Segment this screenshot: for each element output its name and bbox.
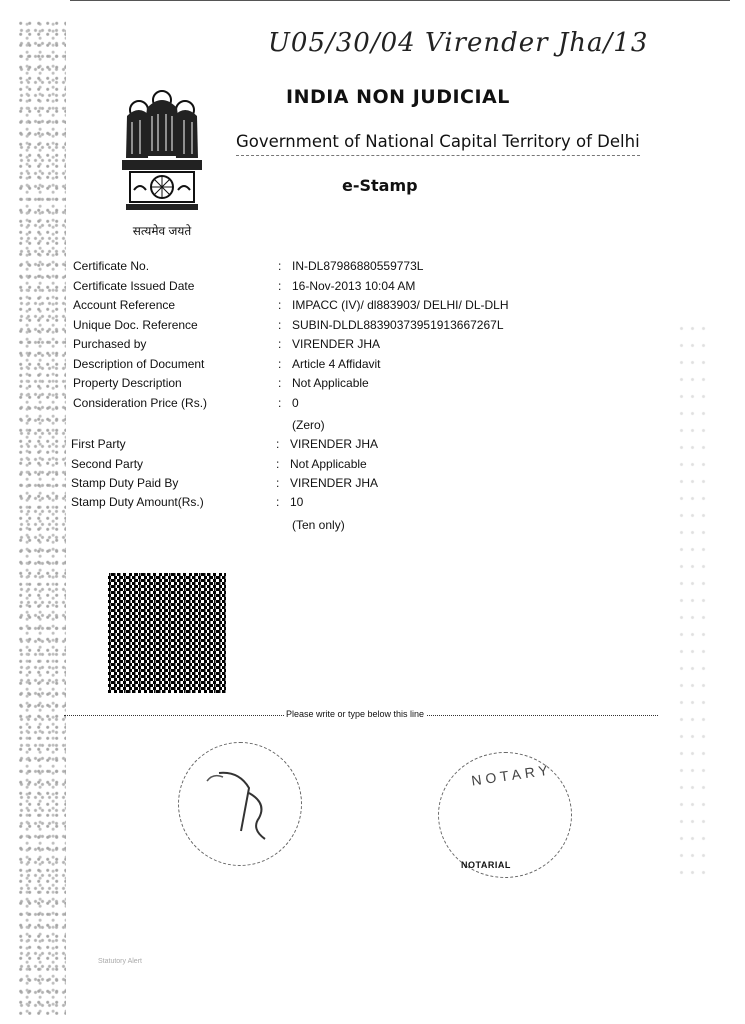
consideration-words: (Zero) bbox=[292, 418, 325, 432]
round-stamp bbox=[178, 742, 302, 866]
field-value: 0 bbox=[292, 396, 299, 410]
party-value: 10 bbox=[290, 495, 304, 509]
field-label: Unique Doc. Reference bbox=[73, 318, 198, 332]
field-label: Certificate No. bbox=[73, 259, 150, 273]
party-value: VIRENDER JHA bbox=[290, 476, 379, 490]
document-title: INDIA NON JUDICIAL bbox=[286, 86, 510, 108]
field-value: Not Applicable bbox=[292, 376, 369, 390]
document-type: e-Stamp bbox=[342, 176, 418, 195]
party-value: VIRENDER JHA bbox=[290, 437, 379, 451]
field-value: 16-Nov-2013 10:04 AM bbox=[292, 279, 416, 293]
qr-code bbox=[108, 573, 226, 693]
field-value: VIRENDER JHA bbox=[292, 337, 381, 351]
field-value: IMPACC (IV)/ dl883903/ DELHI/ DL-DLH bbox=[292, 298, 509, 312]
top-edge-line bbox=[70, 0, 730, 1]
field-label: Certificate Issued Date bbox=[73, 279, 195, 293]
field-value: Article 4 Affidavit bbox=[292, 357, 381, 371]
party-value: Not Applicable bbox=[290, 457, 367, 471]
scan-noise-right bbox=[676, 320, 710, 880]
party-label: Second Party bbox=[71, 457, 144, 471]
notary-stamp-text: NOTARY bbox=[470, 761, 553, 789]
field-value: IN-DL87986880559773L bbox=[292, 259, 424, 273]
field-label: Purchased by bbox=[73, 337, 147, 351]
government-name: Government of National Capital Territory of Delhi bbox=[236, 132, 640, 156]
field-label: Account Reference bbox=[73, 298, 176, 312]
handwritten-note: U05/30/04 Virender Jha/13 bbox=[268, 28, 649, 58]
field-label: Property Description bbox=[73, 376, 182, 390]
party-label: First Party bbox=[71, 437, 126, 451]
field-value: SUBIN-DLDL88390373951913667267L bbox=[292, 318, 504, 332]
field-label: Description of Document bbox=[73, 357, 205, 371]
faint-footer-text: Statutory Alert bbox=[98, 958, 142, 965]
party-label: Stamp Duty Paid By bbox=[71, 476, 179, 490]
notarial-label: NOTARIAL bbox=[461, 860, 511, 870]
party-label: Stamp Duty Amount(Rs.) bbox=[71, 495, 204, 509]
field-label: Consideration Price (Rs.) bbox=[73, 396, 208, 410]
decorative-border-left bbox=[18, 20, 66, 1015]
separator-text: Please write or type below this line bbox=[286, 709, 425, 719]
national-emblem-icon bbox=[112, 86, 212, 216]
emblem-motto: सत्यमेव जयते bbox=[132, 224, 192, 238]
amount-words: (Ten only) bbox=[292, 518, 345, 532]
signature-mark-icon bbox=[179, 743, 301, 865]
